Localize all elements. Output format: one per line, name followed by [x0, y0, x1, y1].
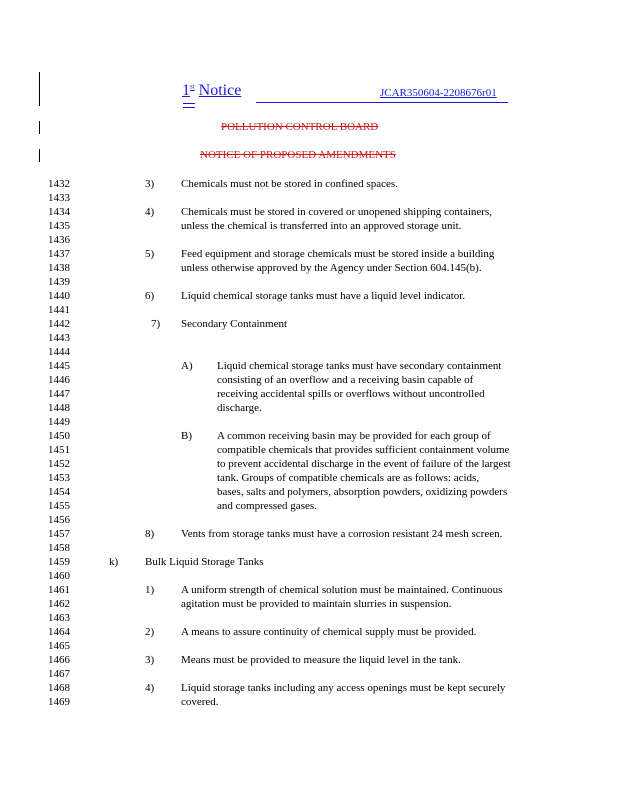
line-number: 1460	[48, 570, 70, 582]
line-number: 1436	[48, 234, 70, 246]
subitem-text: to prevent accidental discharge in the event of failure of the largest	[217, 458, 511, 470]
item-text: A uniform strength of chemical solution must be maintained. Continuous	[181, 584, 503, 596]
line-number: 1457	[48, 528, 70, 540]
board-name: POLLUTION CONTROL BOARD	[221, 121, 379, 133]
item-label: 7)	[151, 318, 161, 330]
line-number: 1445	[48, 360, 70, 372]
line-number: 1455	[48, 500, 70, 512]
subitem-text: compatible chemicals that provides sufficient containment volume	[217, 444, 510, 456]
item-text: unless otherwise approved by the Agency under Section 604.145(b).	[181, 262, 482, 274]
line-number: 1464	[48, 626, 70, 638]
subitem-label: B)	[181, 430, 192, 442]
item-text: unless the chemical is transferred into an approved storage unit.	[181, 220, 462, 232]
line-number: 1461	[48, 584, 70, 596]
line-number: 1438	[48, 262, 70, 274]
line-number: 1442	[48, 318, 70, 330]
line-number: 1465	[48, 640, 70, 652]
line-number: 1435	[48, 220, 70, 232]
line-number: 1440	[48, 290, 70, 302]
section-label: k)	[109, 556, 119, 568]
line-number: 1467	[48, 668, 70, 680]
item-label: 1)	[145, 584, 155, 596]
item-text: agitation must be provided to maintain slurries in suspension.	[181, 598, 452, 610]
section-title: Bulk Liquid Storage Tanks	[145, 556, 264, 568]
header-rule	[256, 102, 508, 103]
line-number: 1433	[48, 192, 70, 204]
item-label: 4)	[145, 682, 155, 694]
line-number: 1434	[48, 206, 70, 218]
subitem-text: consisting of an overflow and a receiving basin capable of	[217, 374, 474, 386]
subitem-text: tank. Groups of compatible chemicals are as follows: acids,	[217, 472, 480, 484]
line-number: 1453	[48, 472, 70, 484]
jcar-id: JCAR350604-2208676r01	[380, 87, 497, 99]
underline-mark	[183, 103, 195, 104]
line-number: 1463	[48, 612, 70, 624]
item-label: 3)	[145, 178, 155, 190]
item-text: Secondary Containment	[181, 318, 288, 330]
line-number: 1458	[48, 542, 70, 554]
item-text: A means to assure continuity of chemical supply must be provided.	[181, 626, 477, 638]
subitem-text: A common receiving basin may be provided for each group of	[217, 430, 491, 442]
change-bar	[39, 121, 40, 134]
line-number: 1462	[48, 598, 70, 610]
notice-heading	[182, 82, 241, 100]
line-number: 1441	[48, 304, 70, 316]
item-text: Liquid chemical storage tanks must have a liquid level indicator.	[181, 290, 466, 302]
line-number: 1452	[48, 458, 70, 470]
notice-title: NOTICE OF PROPOSED AMENDMENTS	[200, 149, 396, 161]
subitem-text: discharge.	[217, 402, 262, 414]
item-label: 6)	[145, 290, 155, 302]
item-text: Chemicals must not be stored in confined spaces.	[181, 178, 398, 190]
line-number: 1444	[48, 346, 70, 358]
line-number: 1443	[48, 332, 70, 344]
item-text: Feed equipment and storage chemicals must be stored inside a building	[181, 248, 495, 260]
line-number: 1454	[48, 486, 70, 498]
item-text: covered.	[181, 696, 219, 708]
line-number: 1448	[48, 402, 70, 414]
subitem-text: and compressed gases.	[217, 500, 317, 512]
line-number: 1447	[48, 388, 70, 400]
item-label: 2)	[145, 626, 155, 638]
subitem-text: receiving accidental spills or overflows without uncontrolled	[217, 388, 485, 400]
item-label: 4)	[145, 206, 155, 218]
line-number: 1456	[48, 514, 70, 526]
item-label: 3)	[145, 654, 155, 666]
line-number: 1469	[48, 696, 70, 708]
line-number: 1466	[48, 654, 70, 666]
notice-word: Notice	[198, 82, 242, 99]
item-text: Chemicals must be stored in covered or unopened shipping containers,	[181, 206, 492, 218]
item-label: 5)	[145, 248, 155, 260]
subitem-label: A)	[181, 360, 193, 372]
subitem-text: Liquid chemical storage tanks must have secondary containment	[217, 360, 502, 372]
item-text: Vents from storage tanks must have a corrosion resistant 24 mesh screen.	[181, 528, 503, 540]
item-label: 8)	[145, 528, 155, 540]
notice-suffix: st	[190, 82, 195, 91]
change-bar	[39, 149, 40, 162]
line-number: 1451	[48, 444, 70, 456]
line-number: 1449	[48, 416, 70, 428]
subitem-text: bases, salts and polymers, absorption powders, oxidizing powders	[217, 486, 508, 498]
item-text: Means must be provided to measure the liquid level in the tank.	[181, 654, 461, 666]
line-number: 1446	[48, 374, 70, 386]
line-number: 1439	[48, 276, 70, 288]
underline-mark	[183, 107, 195, 108]
line-number: 1468	[48, 682, 70, 694]
line-number: 1450	[48, 430, 70, 442]
notice-number: 1	[182, 82, 190, 99]
change-bar	[39, 72, 40, 106]
line-number: 1432	[48, 178, 70, 190]
line-number: 1459	[48, 556, 70, 568]
item-text: Liquid storage tanks including any access openings must be kept securely	[181, 682, 506, 694]
line-number: 1437	[48, 248, 70, 260]
